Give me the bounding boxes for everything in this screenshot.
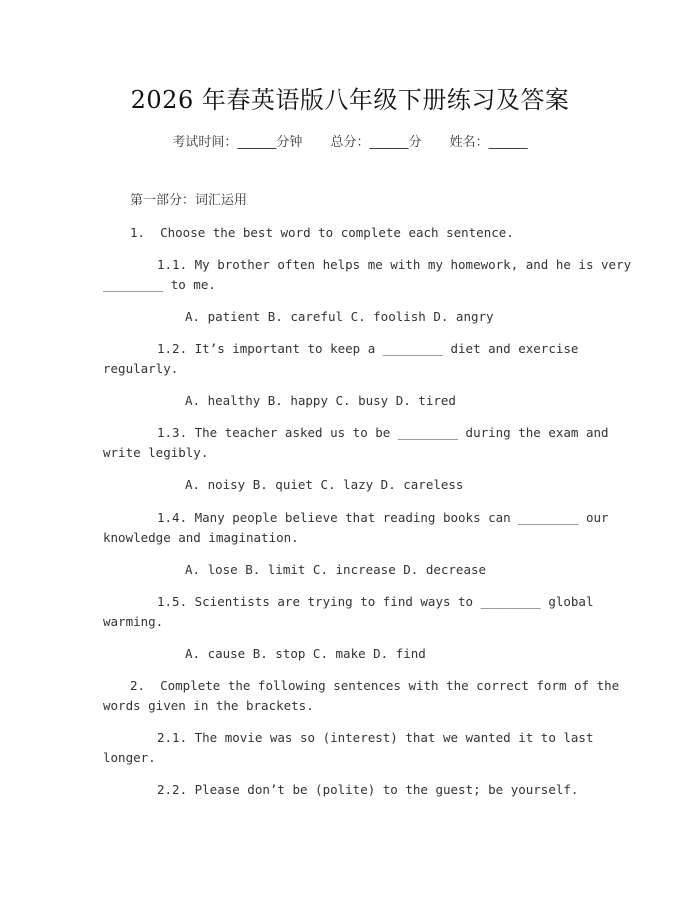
question-1-4-options: A. lose B. limit C. increase D. decrease (185, 562, 487, 577)
question-1-1-line2: ________ to me. (103, 277, 216, 292)
section-heading: 第一部分：词汇运用 (130, 193, 248, 208)
question-1-2-options: A. healthy B. happy C. busy D. tired (185, 393, 456, 408)
question-2-1-line2: longer. (103, 750, 156, 765)
question-1-5-line2: warming. (103, 614, 164, 629)
exam-time: 考试时间：______分钟 (172, 135, 303, 150)
question-1-3-line2: write legibly. (103, 445, 209, 460)
question-1: 1. Choose the best word to complete each sentence. (130, 225, 514, 240)
question-2-line2: words given in the brackets. (103, 698, 314, 713)
question-1-1-line1: 1.1. My brother often helps me with my homework, and he is very (157, 257, 632, 272)
document-title: 2026 年春英语版八年级下册练习及答案 (130, 86, 570, 114)
question-1-1-options: A. patient B. careful C. foolish D. angry (185, 309, 494, 324)
question-1-5-options: A. cause B. stop C. make D. find (185, 646, 426, 661)
question-1-3-options: A. noisy B. quiet C. lazy D. careless (185, 477, 464, 492)
question-1-2-line2: regularly. (103, 361, 179, 376)
question-1-2-line1: 1.2. It’s important to keep a ________ diet and exercise (157, 341, 579, 356)
student-name: 姓名：______ (449, 135, 528, 150)
question-1-4-line2: knowledge and imagination. (103, 530, 299, 545)
question-2-1-line1: 2.1. The movie was so (interest) that we wanted it to last (157, 730, 594, 745)
exam-score: 总分：______分 (330, 135, 422, 150)
question-1-5-line1: 1.5. Scientists are trying to find ways to ________ global (157, 594, 594, 609)
question-2-2: 2.2. Please don’t be (polite) to the guest; be yourself. (157, 782, 579, 797)
question-1-3-line1: 1.3. The teacher asked us to be ________ during the exam and (157, 425, 609, 440)
exam-meta (0, 131, 700, 150)
question-1-4-line1: 1.4. Many people believe that reading books can ________ our (157, 510, 609, 525)
question-2-line1: 2. Complete the following sentences with the correct form of the (130, 678, 620, 693)
